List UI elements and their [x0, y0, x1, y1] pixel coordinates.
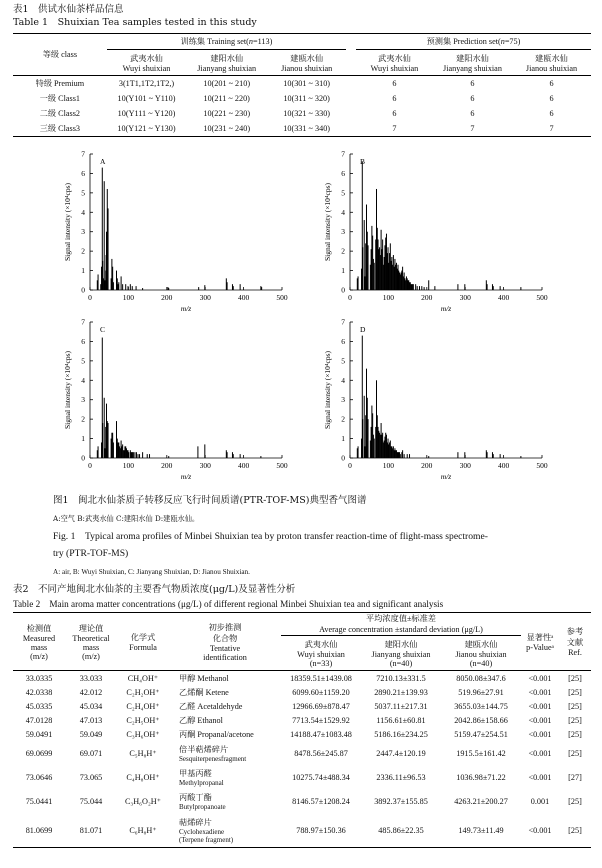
- cell-p: 0.001: [530, 796, 550, 806]
- y-tick-label: 0: [341, 285, 345, 295]
- cell-t: 69.071: [79, 748, 103, 758]
- t1-col-head: 建阳水仙 Jianyang shuixian: [197, 53, 257, 73]
- t1-head-training: 训练集 Training set(n=113): [107, 34, 346, 50]
- t2-col-head: 建瓯水仙 Jianou shuixian (n=40): [455, 639, 507, 668]
- cell-f: C₂H₄OH⁺: [126, 702, 160, 711]
- cell-w: 788.97±150.36: [296, 825, 346, 835]
- x-axis-label: m/z: [180, 472, 192, 481]
- cell-j: 2447.4±120.19: [376, 748, 426, 758]
- y-axis-label: Signal intensity (×10⁴cps): [63, 182, 72, 262]
- y-tick-label: 5: [81, 356, 85, 366]
- y-tick-label: 0: [341, 453, 345, 463]
- y-tick-label: 7: [81, 317, 85, 327]
- cell-j: 5186.16±234.25: [374, 729, 428, 739]
- y-tick-label: 1: [341, 434, 345, 444]
- x-tick-label: 100: [122, 461, 135, 470]
- y-tick-label: 1: [81, 266, 85, 276]
- x-tick-label: 300: [459, 461, 471, 470]
- y-tick-label: 4: [341, 207, 345, 217]
- cell-p: <0.001: [528, 715, 552, 725]
- x-tick-label: 500: [536, 461, 548, 470]
- y-axis-label: Signal intensity (×10⁴cps): [63, 350, 72, 430]
- spectrum-panel-d: [320, 318, 550, 482]
- cell-o: 519.96±27.91: [458, 687, 504, 697]
- spectrum-svg-b: [320, 149, 550, 313]
- t2-col-head: 武夷水仙 Wuyi shuixian (n=33): [297, 639, 345, 668]
- spectrum-panel-a: [60, 150, 290, 314]
- t2-head-avg-en: Average concentration ±standard deviation (μg/L): [281, 624, 521, 636]
- x-tick-label: 200: [421, 293, 433, 302]
- t2-head-measured: 检测值 Measured mass (m/z): [22, 623, 56, 661]
- cell-p: <0.001: [528, 748, 552, 758]
- t2-head-ref: 参考 文献 Ref.: [566, 627, 584, 657]
- table-row: 二级 Class2 10(Y111 ~ Y120) 10(221 ~ 230) 10(321 ~ 330) 6 6 6: [39, 109, 554, 118]
- cell-w: 14188.47±1083.48: [290, 729, 352, 739]
- y-tick-label: 0: [81, 453, 85, 463]
- y-tick-label: 1: [341, 266, 345, 276]
- t2-head-formula: 化学式 Formula: [129, 632, 157, 652]
- y-tick-label: 3: [341, 227, 345, 237]
- y-tick-label: 4: [81, 207, 85, 217]
- x-tick-label: 400: [237, 293, 250, 302]
- table-row: [13, 685, 591, 699]
- cell-identification: 乙醇 Ethanol: [179, 715, 223, 725]
- t2-head-identification: 初步推测 化合物 Tentative identification: [203, 622, 247, 662]
- cell-r: [25]: [568, 729, 582, 739]
- x-tick-label: 100: [122, 293, 135, 302]
- t1-head-prediction: 预测集 Prediction set(n=75): [356, 34, 591, 50]
- cell-identification: 丙酮 Propanal/acetone: [179, 729, 254, 739]
- x-tick-label: 300: [199, 293, 211, 302]
- cell-f: C₃H₆O₂H⁺: [124, 797, 162, 806]
- x-tick-label: 500: [276, 293, 288, 302]
- cell-m: 59.0491: [25, 729, 53, 739]
- cell-t: 75.044: [79, 796, 103, 806]
- cell-t: 45.034: [79, 701, 103, 711]
- cell-f: C₄H₈OH⁺: [126, 773, 160, 782]
- x-tick-label: 0: [348, 293, 352, 302]
- t1-col-head: 武夷水仙 Wuyi shuixian: [122, 53, 171, 73]
- x-tick-label: 500: [536, 293, 548, 302]
- cell-w: 8478.56±245.87: [294, 748, 348, 758]
- x-tick-label: 300: [199, 461, 211, 470]
- y-tick-label: 7: [341, 149, 345, 159]
- x-tick-label: 400: [237, 461, 250, 470]
- y-tick-label: 3: [81, 227, 85, 237]
- cell-j: 2890.21±139.93: [374, 687, 428, 697]
- cell-m: 73.0646: [25, 772, 53, 782]
- y-tick-label: 5: [81, 188, 85, 198]
- x-axis-label: m/z: [440, 472, 452, 481]
- cell-r: [25]: [568, 687, 582, 697]
- cell-o: 8050.08±347.6: [456, 673, 506, 683]
- t2-head-avg-cn: 平均浓度值±标准差: [366, 614, 436, 623]
- x-tick-label: 200: [161, 461, 173, 470]
- cell-o: 3655.03±144.75: [454, 701, 508, 711]
- spectrum-svg-a: [60, 149, 290, 313]
- cell-t: 59.049: [79, 729, 103, 739]
- table1-caption-cn: 表1 供试水仙茶样品信息: [13, 4, 124, 15]
- cell-identification: 丙酸丁酯 Butylpropanoate: [179, 792, 226, 811]
- cell-m: 47.0128: [25, 715, 53, 725]
- table-row: [13, 727, 591, 741]
- x-tick-label: 300: [459, 293, 471, 302]
- x-tick-label: 200: [161, 293, 173, 302]
- cell-w: 12966.69±878.47: [292, 701, 350, 711]
- y-tick-label: 2: [341, 246, 345, 256]
- t1-col-head: 建阳水仙 Jianyang shuixian: [443, 53, 502, 73]
- y-tick-label: 7: [81, 149, 85, 159]
- cell-w: 6099.60±1159.20: [292, 687, 350, 697]
- figure1-caption-en-1: Fig. 1 Typical aroma profiles of Minbei Shuixian tea by proton transfer reaction-time of flight-mass spectrome-: [53, 531, 488, 542]
- cell-p: <0.001: [528, 701, 552, 711]
- cell-p: <0.001: [528, 687, 552, 697]
- spectrum-panel-c: [60, 318, 290, 482]
- cell-t: 33.033: [79, 673, 103, 683]
- cell-r: [25]: [568, 673, 582, 683]
- y-tick-label: 6: [341, 168, 345, 178]
- panel-label: A: [100, 157, 106, 166]
- cell-f: C₂H₂OH⁺: [126, 688, 160, 697]
- y-tick-label: 5: [341, 356, 345, 366]
- cell-p: <0.001: [528, 772, 552, 782]
- x-tick-label: 100: [382, 461, 395, 470]
- cell-w: 7713.54±1529.92: [292, 715, 350, 725]
- cell-r: [25]: [568, 796, 582, 806]
- y-tick-label: 1: [81, 434, 85, 444]
- cell-identification: 甲基丙醛 Methylpropanal: [179, 768, 224, 787]
- cell-o: 2042.86±158.66: [454, 715, 508, 725]
- table-row: [13, 713, 591, 727]
- table1: [13, 33, 591, 137]
- figure1-legend-cn: A:空气 B:武夷水仙 C:建阳水仙 D:建瓯水仙。: [53, 514, 200, 523]
- t2-head-sig: 显著性ᵃ p-Valueᵃ: [526, 632, 554, 652]
- spectrum-svg-d: [320, 317, 550, 481]
- cell-identification: 萜烯碎片 Cyclohexadiene (Terpene fragment): [179, 817, 234, 844]
- cell-j: 1156.61±60.81: [376, 715, 426, 725]
- table-row: 一级 Class1 10(Y101 ~ Y110) 10(211 ~ 220) 10(311 ~ 320) 6 6 6: [39, 94, 554, 103]
- figure1-caption-cn: 图1 闽北水仙茶质子转移反应飞行时间质谱(PTR-TOF-MS)典型香气图谱: [53, 495, 367, 506]
- y-tick-label: 3: [341, 395, 345, 405]
- cell-j: 2336.11±96.53: [376, 772, 426, 782]
- cell-t: 47.013: [79, 715, 103, 725]
- t2-col-head: 建阳水仙 Jianyang shuixian (n=40): [371, 639, 431, 668]
- cell-r: [25]: [568, 748, 582, 758]
- cell-f: C₅H₈H⁺: [129, 749, 157, 758]
- y-tick-label: 7: [341, 317, 345, 327]
- cell-r: [25]: [568, 825, 582, 835]
- y-tick-label: 6: [81, 336, 85, 346]
- x-axis-label: m/z: [180, 304, 192, 313]
- t1-col-head: 建瓯水仙 Jianou shuixian: [525, 53, 578, 73]
- cell-t: 42.012: [79, 687, 103, 697]
- cell-w: 18359.51±1439.08: [290, 673, 352, 683]
- cell-m: 45.0335: [25, 701, 53, 711]
- table-row: [13, 813, 591, 848]
- table-row: [13, 671, 591, 686]
- cell-o: 1915.5±161.42: [456, 748, 506, 758]
- figure1-caption-en-2: try (PTR-TOF-MS): [53, 548, 129, 559]
- y-tick-label: 4: [341, 375, 345, 385]
- cell-m: 81.0699: [25, 825, 53, 835]
- y-tick-label: 4: [81, 375, 85, 385]
- cell-j: 3892.37±155.85: [374, 796, 428, 806]
- y-tick-label: 2: [81, 414, 85, 424]
- table2-body: [13, 671, 591, 848]
- y-tick-label: 0: [81, 285, 85, 295]
- cell-r: [27]: [568, 772, 582, 782]
- cell-j: 485.86±22.35: [378, 825, 424, 835]
- cell-f: C₃H₆OH⁺: [126, 730, 160, 739]
- cell-f: C₆H₈H⁺: [129, 826, 157, 835]
- cell-identification: 甲醇 Methanol: [179, 673, 229, 683]
- x-tick-label: 0: [348, 461, 352, 470]
- table2-caption-en: Table 2 Main aroma matter concentrations (μg/L) of different regional Minbei Shuixian tea and significant analysis: [13, 599, 444, 609]
- y-tick-label: 6: [81, 168, 85, 178]
- table-row: 三级 Class3 10(Y121 ~ Y130) 10(231 ~ 240) 10(331 ~ 340) 7 7 7: [13, 121, 591, 137]
- y-tick-label: 3: [81, 395, 85, 405]
- table-row: [13, 741, 591, 765]
- table-row: [13, 789, 591, 813]
- x-tick-label: 400: [497, 293, 510, 302]
- spectrum-svg-c: [60, 317, 290, 481]
- table2: [13, 612, 591, 848]
- t1-col-head: 建瓯水仙 Jianou shuixian: [281, 53, 333, 73]
- cell-f: CH₄OH⁺: [127, 674, 159, 683]
- table2-caption-cn: 表2 不同产地闽北水仙茶的主要香气物质浓度(μg/L)及显著性分析: [13, 584, 296, 595]
- cell-m: 75.0441: [25, 796, 53, 806]
- t1-col-head: 武夷水仙 Wuyi shuixian: [370, 53, 419, 73]
- cell-p: <0.001: [528, 673, 552, 683]
- cell-o: 1036.98±71.22: [456, 772, 506, 782]
- cell-t: 73.065: [79, 772, 103, 782]
- figure1-legend-en: A: air, B: Wuyi Shuixian, C: Jianyang Shuixian, D: Jianou Shuixian.: [53, 568, 250, 576]
- table-row: [13, 699, 591, 713]
- y-axis-label: Signal intensity (×10⁴cps): [323, 182, 332, 262]
- cell-w: 8146.57±1208.24: [292, 796, 350, 806]
- table1-caption-en: Table 1 Shuixian Tea samples tested in this study: [13, 17, 257, 28]
- spectrum-panel-b: [320, 150, 550, 314]
- cell-f: C₂H₅OH⁺: [126, 716, 160, 725]
- cell-p: <0.001: [528, 729, 552, 739]
- cell-p: <0.001: [528, 825, 552, 835]
- x-tick-label: 400: [497, 461, 510, 470]
- cell-w: 10275.74±488.34: [292, 772, 350, 782]
- cell-o: 5159.47±254.51: [454, 729, 508, 739]
- panel-label: B: [360, 157, 366, 166]
- cell-m: 42.0338: [25, 687, 53, 697]
- y-tick-label: 2: [81, 246, 85, 256]
- y-tick-label: 6: [341, 336, 345, 346]
- cell-j: 5037.11±217.31: [374, 701, 428, 711]
- cell-identification: 乙烯酮 Ketene: [179, 687, 229, 697]
- cell-t: 81.071: [79, 825, 103, 835]
- x-tick-label: 500: [276, 461, 288, 470]
- table-row: 特级 Premium 3(1T1,1T2,1T2,) 10(201 ~ 210) 10(301 ~ 310) 6 6 6: [35, 79, 554, 88]
- y-tick-label: 5: [341, 188, 345, 198]
- cell-o: 149.73±11.49: [458, 825, 504, 835]
- cell-m: 69.0699: [25, 748, 53, 758]
- cell-j: 7210.13±331.5: [376, 673, 426, 683]
- y-axis-label: Signal intensity (×10⁴cps): [323, 350, 332, 430]
- table-row: [13, 765, 591, 789]
- panel-label: D: [360, 325, 366, 334]
- t2-head-theoretical: 理论值 Theoretical mass (m/z): [72, 623, 110, 661]
- cell-r: [25]: [568, 715, 582, 725]
- x-axis-label: m/z: [440, 304, 452, 313]
- cell-r: [25]: [568, 701, 582, 711]
- cell-m: 33.0335: [25, 673, 53, 683]
- cell-identification: 倍半萜烯碎片 Sesquiterpenesfragment: [179, 744, 247, 763]
- x-tick-label: 0: [88, 461, 92, 470]
- t1-head-grade: 等级 class: [42, 50, 78, 59]
- x-tick-label: 100: [382, 293, 395, 302]
- x-tick-label: 200: [421, 461, 433, 470]
- cell-o: 4263.21±200.27: [454, 796, 508, 806]
- x-tick-label: 0: [88, 293, 92, 302]
- panel-label: C: [100, 325, 106, 334]
- y-tick-label: 2: [341, 414, 345, 424]
- cell-identification: 乙醛 Acetaldehyde: [179, 701, 243, 711]
